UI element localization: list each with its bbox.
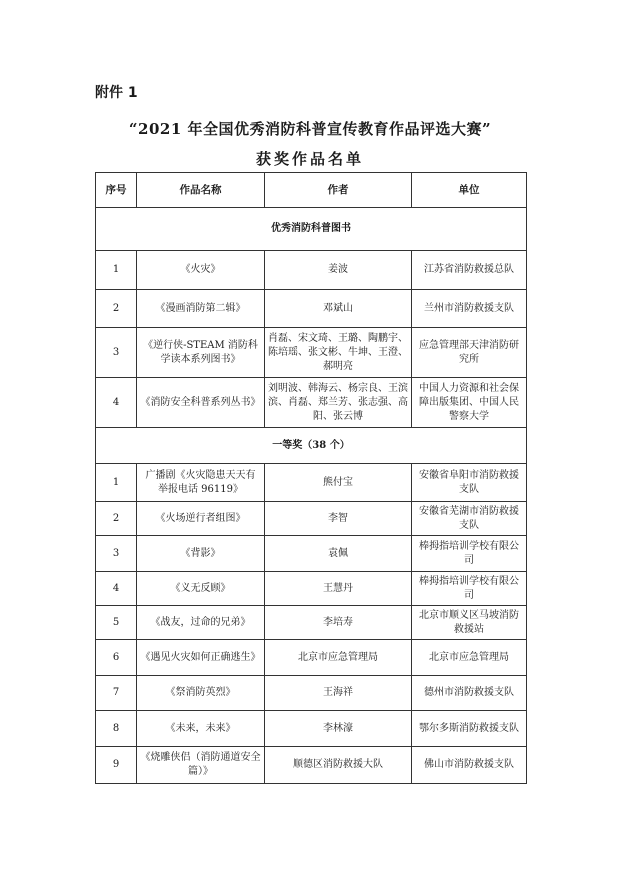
table-row	[96, 378, 527, 428]
cell-author: 顺德区消防救援大队	[265, 747, 412, 784]
cell-unit: 兰州市消防救援支队	[412, 290, 527, 328]
cell-work-name: 《祭消防英烈》	[137, 676, 265, 711]
cell-unit: 鄂尔多斯消防救援支队	[412, 711, 527, 747]
cell-author: 李林濠	[265, 711, 412, 747]
cell-number: 4	[96, 572, 137, 606]
cell-work-name: 《火场逆行者组图》	[137, 502, 265, 536]
cell-number: 6	[96, 640, 137, 676]
cell-author: 邓斌山	[265, 290, 412, 328]
cell-work-name: 《火灾》	[137, 251, 265, 290]
attachment-label: 附件 1	[95, 85, 138, 101]
table-row	[96, 572, 527, 606]
cell-unit: 应急管理部天津消防研究所	[412, 328, 527, 378]
table-row	[96, 676, 527, 711]
award-table	[95, 172, 527, 784]
section-row	[96, 428, 527, 464]
cell-author: 王慧丹	[265, 572, 412, 606]
table-row	[96, 464, 527, 502]
cell-author: 熊付宝	[265, 464, 412, 502]
cell-number: 3	[96, 536, 137, 572]
cell-author: 肖磊、宋文琦、王璐、陶鹏宇、陈培瑶、张文彬、牛坤、王澄、郝明亮	[265, 328, 412, 378]
cell-unit: 安徽省芜湖市消防救援支队	[412, 502, 527, 536]
cell-number: 7	[96, 676, 137, 711]
table-row	[96, 747, 527, 784]
header-work-name: 作品名称	[137, 173, 265, 208]
cell-work-name: 《义无反顾》	[137, 572, 265, 606]
cell-work-name: 《背影》	[137, 536, 265, 572]
table-row	[96, 502, 527, 536]
cell-unit: 北京市顺义区马坡消防救援站	[412, 606, 527, 640]
header-author: 作者	[265, 173, 412, 208]
table-row	[96, 640, 527, 676]
cell-unit: 江苏省消防救援总队	[412, 251, 527, 290]
cell-work-name: 《漫画消防第二辑》	[137, 290, 265, 328]
cell-unit: 北京市应急管理局	[412, 640, 527, 676]
cell-number: 8	[96, 711, 137, 747]
table-header-row	[96, 173, 527, 208]
section-title: 一等奖（38 个）	[96, 428, 527, 464]
cell-work-name: 《遇见火灾如何正确逃生》	[137, 640, 265, 676]
cell-work-name: 《战友，过命的兄弟》	[137, 606, 265, 640]
cell-unit: 棒拇指培训学校有限公司	[412, 536, 527, 572]
header-number: 序号	[96, 173, 137, 208]
cell-work-name: 《未来，未来》	[137, 711, 265, 747]
document-title: “2021 年全国优秀消防科普宣传教育作品评选大赛”	[128, 120, 492, 138]
cell-unit: 德州市消防救援支队	[412, 676, 527, 711]
cell-author: 刘明波、韩海云、杨宗良、王滨滨、肖磊、郑兰芳、张志强、高阳、张云博	[265, 378, 412, 428]
cell-number: 5	[96, 606, 137, 640]
header-unit: 单位	[412, 173, 527, 208]
cell-number: 2	[96, 290, 137, 328]
cell-author: 王海祥	[265, 676, 412, 711]
table-row	[96, 328, 527, 378]
table-row	[96, 536, 527, 572]
cell-unit: 中国人力资源和社会保障出版集团、中国人民警察大学	[412, 378, 527, 428]
cell-number: 3	[96, 328, 137, 378]
cell-author: 姜波	[265, 251, 412, 290]
section-row	[96, 208, 527, 251]
cell-author: 李培寿	[265, 606, 412, 640]
cell-number: 1	[96, 464, 137, 502]
cell-author: 北京市应急管理局	[265, 640, 412, 676]
section-title: 优秀消防科普图书	[96, 208, 527, 251]
table-row	[96, 290, 527, 328]
table-row	[96, 711, 527, 747]
cell-unit: 安徽省阜阳市消防救援支队	[412, 464, 527, 502]
table-row	[96, 606, 527, 640]
cell-work-name: 《消防安全科普系列丛书》	[137, 378, 265, 428]
cell-number: 2	[96, 502, 137, 536]
cell-author: 李智	[265, 502, 412, 536]
table-row	[96, 251, 527, 290]
cell-number: 1	[96, 251, 137, 290]
cell-unit: 佛山市消防救援支队	[412, 747, 527, 784]
cell-work-name: 《烧雕侠侣（消防通道安全篇）》	[137, 747, 265, 784]
cell-author: 袁佩	[265, 536, 412, 572]
cell-work-name: 《逆行侠-STEAM 消防科学读本系列图书》	[137, 328, 265, 378]
cell-number: 4	[96, 378, 137, 428]
cell-unit: 棒拇指培训学校有限公司	[412, 572, 527, 606]
document-subtitle: 获奖作品名单	[255, 150, 364, 168]
cell-number: 9	[96, 747, 137, 784]
cell-work-name: 广播剧《火灾隐患天天有 举报电话 96119》	[137, 464, 265, 502]
